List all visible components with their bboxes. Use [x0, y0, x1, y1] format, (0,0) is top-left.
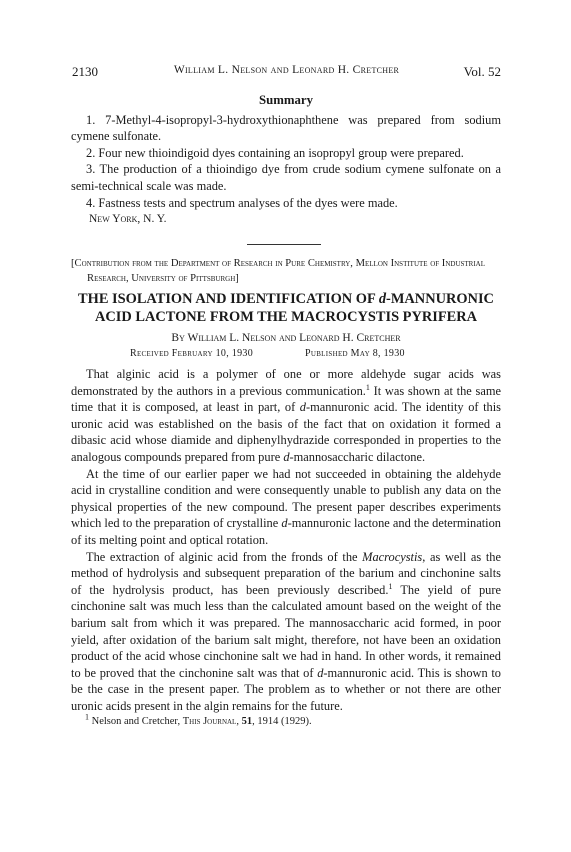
volume-number: Vol. 52: [463, 64, 501, 79]
article-title-line-1: THE ISOLATION AND IDENTIFICATION OF d-MANNURONIC: [78, 291, 494, 307]
section-divider: [247, 244, 321, 245]
byline: By William L. Nelson and Leonard H. Cretcher: [171, 332, 401, 344]
article-title-line-2: ACID LACTONE FROM THE MACROCYSTIS PYRIFERA: [94, 309, 478, 325]
summary-item-4: 4. Fastness tests and spectrum analyses of the dyes were made.: [86, 195, 398, 210]
page-number: 2130: [72, 64, 98, 79]
running-header: [72, 64, 501, 82]
summary-item-1: 1. 7-Methyl-4-isopropyl-3-hydroxythionaphthene was prepared from sodium cymene sulfonate.: [71, 112, 501, 144]
paragraph-1: That alginic acid is a polymer of one or more aldehyde sugar acids was demonstrated by the authors in a previous communication.$^1$ It was shown at the same time that it is composed, at least in part, of d-mannuronic acid. The identity of this uronic acid was established on the basis of the fact that on oxidation it formed a dibasic acid whose diamide and diphenylhydrazide corresponded in properties to the analogous compounds prepared from pure d-mannosaccharic dilactone.: [71, 367, 501, 464]
summary-item-2: 2. Four new thioindigoid dyes containing an isopropyl group were prepared.: [86, 145, 464, 160]
received-date: Received February 10, 1930: [130, 348, 254, 359]
paragraph-3: The extraction of alginic acid from the fronds of the Macrocystis, as well as the method of hydrolysis and subsequent preparation of the barium and cinchonine salts of the hydrolysis product, has been previously described.$^1$ The yield of pure cinchonine salt was much less than the calculated amount based on the weight of the barium salt from which it was prepared. The mannosaccharic acid formed, in poor yield, after oxidation of the barium salt might, therefore, not have been an oxidation product of the acid whose cinchonine salt we had in hand. In other words, it remained to be proved that the cinchonine salt was that of d-mannuronic acid. This is shown to be the case in the present paper. The problem as to whether or not there are other uronic acids present in the algin remains for the future.: [71, 549, 502, 713]
footnote: $^1$ Nelson and Cretcher, This Journal, 51, 1914 (1929).: [85, 712, 312, 728]
published-date: Published May 8, 1930: [305, 348, 405, 359]
article-title-block: [71, 290, 501, 347]
summary-item-3: 3. The production of a thioindigo dye from crude sodium cymene sulfonate on a semi-technical scale was made.: [71, 162, 501, 193]
paragraph-2: At the time of our earlier paper we had not succeeded in obtaining the aldehyde acid in crystalline condition and were consequently unable to publish any data on the physical properties of the new compound. The present paper describes experiments which led to the preparation of crystalline d-mannuronic lactone and the determination of its melting point and optical rotation.: [71, 466, 501, 547]
contribution-note: [71, 256, 501, 286]
location: New York, N. Y.: [89, 213, 167, 226]
summary-heading: Summary: [258, 93, 314, 107]
running-head-authors: William L. Nelson and Leonard H. Cretcher: [173, 64, 400, 76]
article-body: [71, 366, 501, 728]
contribution-text: [Contribution from the Department of Research in Pure Chemistry, Mellon Institute of Industrial Research, University of Pittsburgh]: [71, 258, 485, 284]
summary-section: [71, 92, 501, 228]
